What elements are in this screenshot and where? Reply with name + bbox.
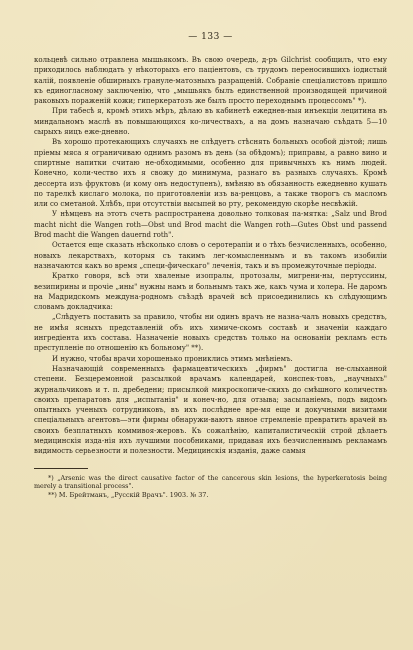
paragraph-5: Остается еще сказать нѣсколько словъ о серотерапiи и о тѣхъ безчисленныхъ, особенно, новыхъ лекарствахъ, которыя съ такимъ лег-комысленнымъ и въ такомъ изобилiи назначаются какъ во время „специ-фическаго" леченiя, такъ и въ промежуточные перiоды. [34,241,387,270]
footnote-2: **) М. Брейтманъ, „Русскiй Врачъ". 1903. № 37. [48,490,209,499]
footnotes [34,474,387,500]
paragraph-4: У нѣмцевъ на этотъ счетъ распространена довольно толковая па-мятка: „Salz und Brod macht nicht die Wangen roth—Obst und Brod macht die Wangen roth—Gutes Obst und passend Brod macht die Wangen dauernd roth". [34,210,387,240]
paragraph-9: Назначающiй современныхъ фармацевтическихъ „фирмъ" достигла не-слыханной степени. Безцеремонной разсылкой врачамъ календарей, конспек-товъ, „научныхъ" журнальчиковъ и т. п. дребедени; присылкой микроскопиче-скихъ до смѣшного количествъ своихъ препаратовъ для „испытанiя" и конеч-но, для отзыва; засыланiемъ, подъ видомъ опытныхъ ученыхъ сотрудниковъ, въ ихъ послѣднее вре-мя еще и докучными визитами спецiальныхъ агентовъ—эти фирмы обнаружи-ваютъ явное стремленiе превратить врачей въ своихъ безплатныхъ коммивоя-жеровъ. Къ сожалѣнiю, капиталистическiй строй дѣлаетъ медицинскiя изда-нiя ихъ лучшими пособниками, придавая ихъ безчисленнымъ рекламамъ видимость серьезности и полезности. Медицинскiя изданiя, даже самыя [34,364,387,456]
page-number: — 133 — [188,32,233,42]
footnote-divider [34,468,88,469]
paragraph-2: При табесѣ я, кромѣ этихъ мѣръ, дѣлаю въ кабинетѣ ежеднев-ныя инъекцiи лецитина въ миндальномъ маслѣ въ повышающихся ко-личествахъ, а на домъ назначаю съѣдать 5—10 сырыхъ яицъ еже-дневно. [34,107,387,137]
paragraph-1: кольцевѣ сильно отравлена мышьякомъ. Въ свою очередь, д-ръ Gilchrist сообщилъ, что ему приходилось наблюдать у нѣкоторыхъ его пацiентовъ, съ трудомъ переносившихъ iодистый калiй, появленiе обширныхъ грануле-матозныхъ разращенiй. Собранiе спецiалистовъ пришло къ единогласному заключенiю, что „мышьякъ былъ единственной производящей причиной раковыхъ пораженiй кожи; гиперкератозъ же былъ просто переходнымъ процессомъ" *). [34,56,387,106]
paragraph-6: Кратко говоря, всѣ эти хваленые изопралы, протозалы, мигрени-ны, пертуссины, везипирины и прочiе „ины" нужны намъ и больнымъ такъ же, какъ чума и холера. Не даромъ на Мадридскомъ междуна-родномъ съѣздѣ врачей всѣ присоединились къ слѣдующимъ словамъ докладчика: [34,272,387,312]
footnote-1: *) „Arsenic was the direct causative factor of the cancerous skin lesions, the hyperkeratosis being merely a transitional process". [34,473,387,491]
main-text [34,55,387,457]
quote-paragraph: „Слѣдуетъ поставить за правило, чтобы ни одинъ врачъ не назна-чалъ новыхъ средствъ, не имѣя ясныхъ представленiй объ ихъ химиче-скомъ составѣ и значенiи каждаго ингредiента ихъ состава. Назначенiе новыхъ средствъ только на основанiи рекламъ есть преступленiе по отношенiю къ больному" **). [34,313,387,353]
paragraph-3: Въ хорошо протекающихъ случаяхъ не слѣдуетъ стѣснять больныхъ особой дiэтой; лишь прiемы мяса я ограничиваю однимъ разомъ въ день (за обѣдомъ); приправы, а равно вино и спиртные напитки считаю не-обходимыми, особенно для привычныхъ къ нимъ людей. Конечно, коли-чество ихъ я свожу до минимума, разнаго въ разныхъ случаяхъ. Кромѣ дессерта изъ фруктовъ (и кому онъ недоступенъ), вмѣняю въ обязанность ежедневно кушать по тарелкѣ кислаго молока, по приготовленiи изъ ва-ренцовъ, а также творогъ съ масломъ или со сметаной. Хлѣбъ, при отсутствiи высыпей во рту, рекомендую скорѣе несвѣжiй. [34,138,387,209]
paragraph-8: И нужно, чтобы врачи хорошенько прониклись этимъ мнѣнiемъ. [52,354,293,363]
